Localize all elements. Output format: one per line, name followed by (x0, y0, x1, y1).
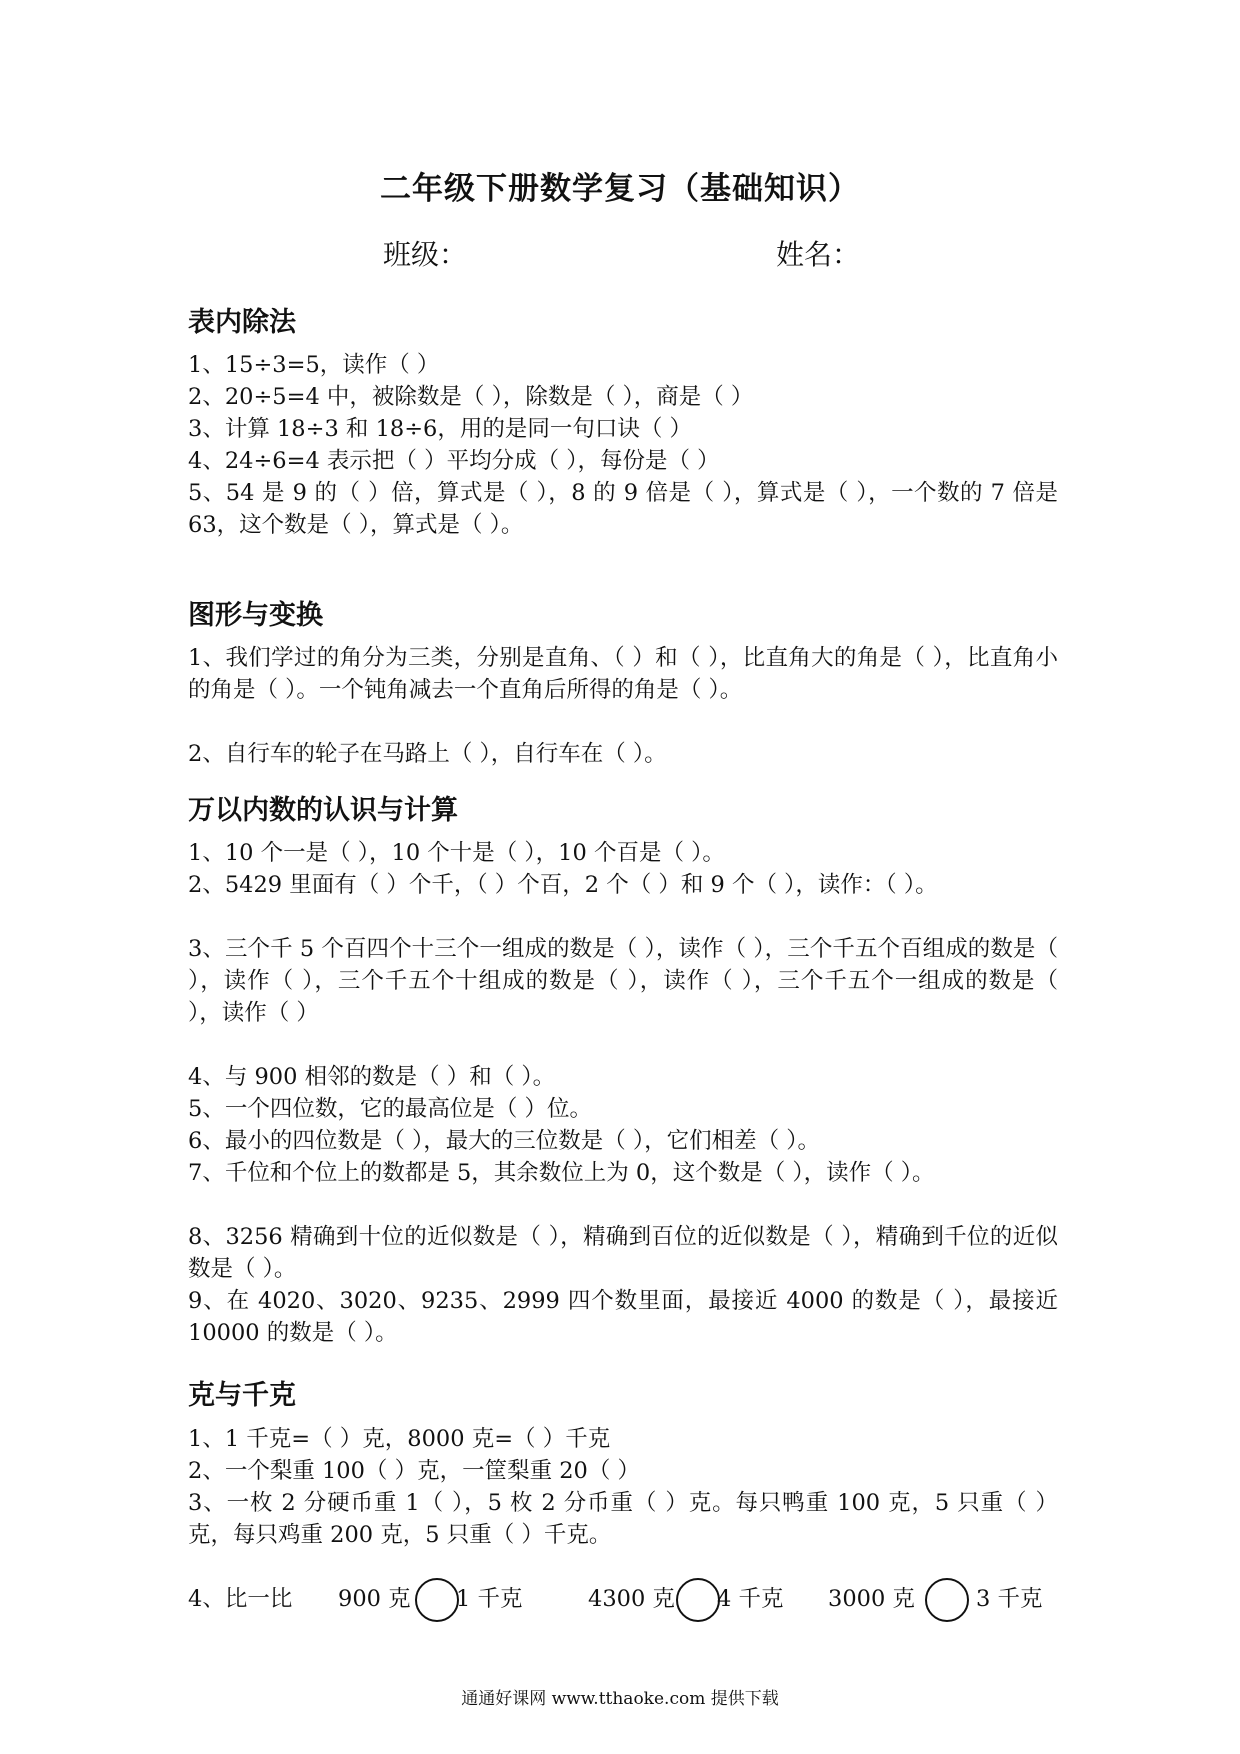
question-3-1: 1、10 个一是（ ），10 个十是（ ），10 个百是（ ）。 (188, 840, 725, 866)
compare-right-1: 1 千克 (456, 1586, 523, 1612)
question-4-1: 1、1 千克=（ ）克，8000 克=（ ）千克 (188, 1426, 611, 1452)
footer-source: 通通好课网 www.tthaoke.com 提供下载 (461, 1689, 779, 1709)
question-1-3: 3、计算 18÷3 和 18÷6，用的是同一句口诀（ ） (188, 416, 693, 442)
page-title: 二年级下册数学复习（基础知识） (380, 171, 860, 207)
compare-blank-circle-1[interactable] (415, 1578, 459, 1622)
question-1-5: 5、54 是 9 的（ ）倍，算式是（ ），8 的 9 倍是（ ），算式是（ ），一个数的 7 倍是 63，这个数是（ ），算式是（ ）。 (188, 480, 1058, 538)
name-label: 姓名： (776, 238, 861, 271)
question-2-1: 1、我们学过的角分为三类，分别是直角、（ ）和（ ），比直角大的角是（ ），比直角小的角是（ ）。一个钝角减去一个直角后所得的角是（ ）。 (188, 645, 1058, 703)
question-4-3: 3、一枚 2 分硬币重 1（ ），5 枚 2 分币重（ ）克。每只鸭重 100 克，5 只重（ ）克，每只鸡重 200 克，5 只重（ ）千克。 (188, 1490, 1058, 1548)
compare-left-3: 3000 克 (828, 1586, 915, 1612)
question-3-3: 3、三个千 5 个百四个十三个一组成的数是（ ），读作（ ），三个千五个百组成的数是（ ），读作（ ），三个千五个十组成的数是（ ），读作（ ），三个千五个一组成的数是（ ），读作（ ） (188, 936, 1058, 1026)
question-4-2: 2、一个梨重 100（ ）克，一筐梨重 20（ ） (188, 1458, 641, 1484)
section-heading-division: 表内除法 (188, 307, 296, 338)
question-3-9: 9、在 4020、3020、9235、2999 四个数里面，最接近 4000 的数是（ ），最接近 10000 的数是（ ）。 (188, 1288, 1058, 1346)
question-3-8: 8、3256 精确到十位的近似数是（ ），精确到百位的近似数是（ ），精确到千位的近似数是（ ）。 (188, 1224, 1058, 1282)
compare-left-2: 4300 克 (588, 1586, 675, 1612)
section-heading-weight: 克与千克 (188, 1380, 296, 1411)
class-label: 班级： (383, 238, 468, 271)
compare-right-2: 4 千克 (717, 1586, 784, 1612)
question-1-2: 2、20÷5=4 中，被除数是（ ），除数是（ ），商是（ ） (188, 384, 754, 410)
question-3-5: 5、一个四位数，它的最高位是（ ）位。 (188, 1096, 592, 1122)
section-heading-numbers: 万以内数的认识与计算 (188, 795, 458, 826)
question-1-1: 1、15÷3=5，读作（ ） (188, 352, 440, 378)
question-2-2: 2、自行车的轮子在马路上（ ），自行车在（ ）。 (188, 741, 667, 767)
question-3-2: 2、5429 里面有（ ）个千，（ ）个百，2 个（ ）和 9 个（ ），读作：（ ）。 (188, 872, 938, 898)
question-1-4: 4、24÷6=4 表示把（ ）平均分成（ ），每份是（ ） (188, 448, 720, 474)
compare-prefix: 4、比一比 (188, 1586, 293, 1612)
compare-left-1: 900 克 (338, 1586, 411, 1612)
compare-blank-circle-3[interactable] (925, 1578, 969, 1622)
question-3-6: 6、最小的四位数是（ ），最大的三位数是（ ），它们相差（ ）。 (188, 1128, 821, 1154)
question-3-4: 4、与 900 相邻的数是（ ）和（ ）。 (188, 1064, 556, 1090)
compare-blank-circle-2[interactable] (676, 1578, 720, 1622)
question-3-7: 7、千位和个位上的数都是 5，其余数位上为 0，这个数是（ ），读作（ ）。 (188, 1160, 935, 1186)
section-heading-shapes: 图形与变换 (188, 600, 323, 631)
compare-right-3: 3 千克 (976, 1586, 1043, 1612)
